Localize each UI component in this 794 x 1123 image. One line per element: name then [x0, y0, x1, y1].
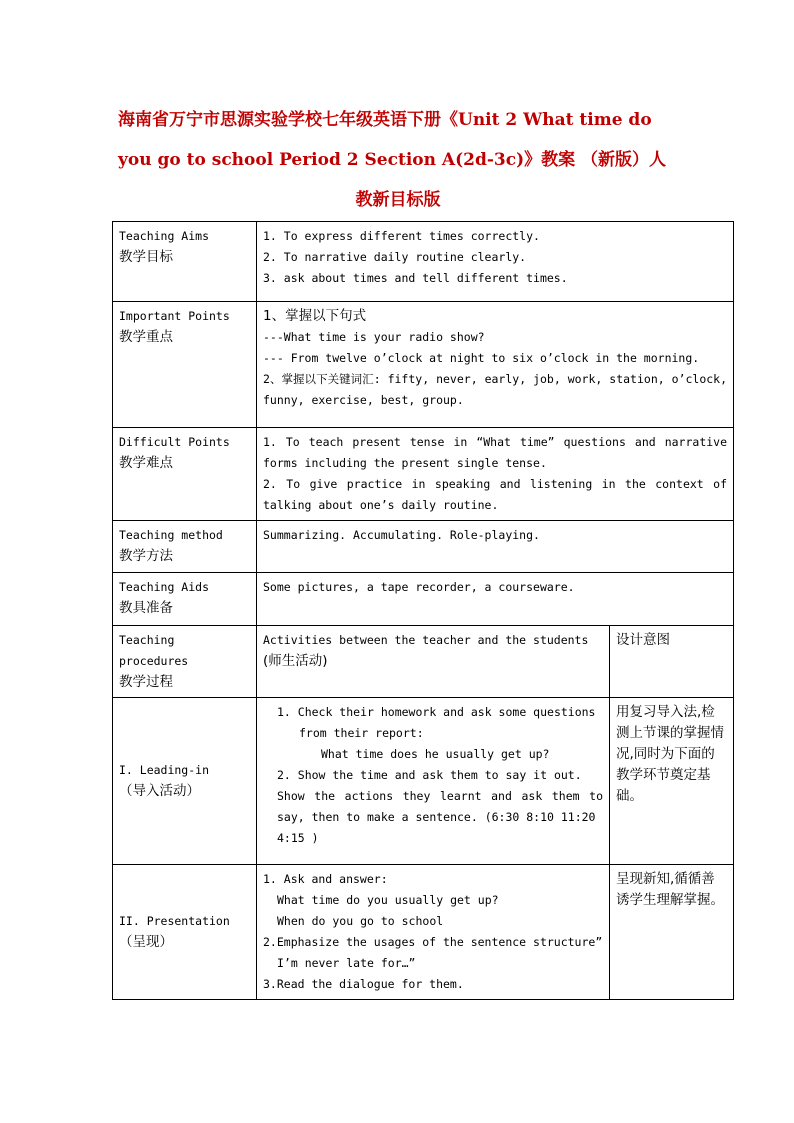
method-text: Summarizing. Accumulating. Role-playing. [263, 528, 540, 542]
label-en: I. Leading-in [119, 763, 210, 777]
label-en: Teaching method [119, 528, 223, 542]
row-teaching-aims [113, 222, 734, 302]
row-teaching-method [113, 521, 734, 573]
leading-item: from their report: [299, 726, 424, 740]
label-cn: 教具准备 [119, 600, 173, 616]
design-cell [610, 698, 734, 865]
label-cn: 教学难点 [119, 455, 173, 471]
row-important-points [113, 302, 734, 428]
presentation-item: What time do you usually get up? [277, 893, 499, 907]
label-cell [113, 302, 257, 428]
document-title [118, 100, 678, 220]
label-cn: （导入活动） [119, 783, 200, 799]
label-cn: （呈现） [119, 934, 173, 950]
row-leading-in [113, 698, 734, 865]
title-line-3: 教新目标版 [355, 190, 441, 210]
lesson-plan-table [112, 221, 734, 1000]
aids-text: Some pictures, a tape recorder, a courseware. [263, 580, 575, 594]
row-presentation [113, 865, 734, 1000]
leading-item: 1. Check their homework and ask some questions [277, 705, 596, 719]
label-cn: 教学过程 [119, 674, 173, 690]
row-teaching-aids [113, 573, 734, 626]
label-cell [113, 626, 257, 698]
leading-design: 用复习导入法,检测上节课的掌握情况,同时为下面的教学环节奠定基础。 [616, 704, 724, 804]
label-en: procedures [119, 654, 189, 668]
label-cell [113, 573, 257, 626]
presentation-design: 呈现新知,循循善诱学生理解掌握。 [616, 871, 724, 908]
label-cell [113, 698, 257, 865]
label-cn: 教学目标 [119, 249, 173, 265]
activities-header-cn: (师生活动) [263, 653, 328, 669]
leading-question: What time does he usually get up? [321, 747, 550, 761]
leading-item: Show the actions they learnt and ask them to say, then to make a sentence. (6:30 8:10 11:20 [277, 789, 603, 824]
label-en: Teaching [119, 633, 175, 647]
activities-header-cell [257, 626, 610, 698]
leading-item: 4:15 ) [277, 831, 319, 845]
design-header: 设计意图 [616, 632, 670, 648]
content-cell [257, 302, 734, 428]
row-difficult-points [113, 428, 734, 521]
label-en: Important Points [119, 309, 230, 323]
presentation-item: I’m never late for…” [277, 956, 416, 970]
label-en: Teaching Aims [119, 229, 210, 243]
label-cell [113, 521, 257, 573]
label-en: II. Presentation [119, 914, 230, 928]
point-item: --- From twelve o’clock at night to six o’clock in the morning. [263, 351, 700, 365]
label-cell [113, 428, 257, 521]
activities-cell [257, 698, 610, 865]
point-item: 1、掌握以下句式 [263, 308, 367, 324]
presentation-item: 1. Ask and answer: [263, 872, 388, 886]
label-cell [113, 222, 257, 302]
content-cell [257, 521, 734, 573]
content-cell [257, 573, 734, 626]
point-item: 2、掌握以下关键词汇: fifty, never, early, job, work, station, o’clock, funny, exercise, best, group. [263, 372, 728, 407]
content-cell [257, 222, 734, 302]
presentation-item: 2.Emphasize the usages of the sentence structure” [263, 935, 603, 949]
label-cell [113, 865, 257, 1000]
row-teaching-procedures [113, 626, 734, 698]
presentation-item: 3.Read the dialogue for them. [263, 977, 464, 991]
design-header-cell [610, 626, 734, 698]
label-cn: 教学重点 [119, 329, 173, 345]
label-en: Teaching Aids [119, 580, 210, 594]
design-cell [610, 865, 734, 1000]
difficult-item: 2. To give practice in speaking and listening in the context of talking about one’s daily routine. [263, 477, 728, 512]
difficult-item: 1. To teach present tense in “What time” questions and narrative forms including the present single tense. [263, 435, 728, 470]
aim-item: 3. ask about times and tell different times. [263, 271, 568, 285]
presentation-item: When do you go to school [277, 914, 444, 928]
activities-header-en: Activities between the teacher and the students [263, 633, 589, 647]
label-cn: 教学方法 [119, 548, 173, 564]
title-line-2: you go to school Period 2 Section A(2d-3c)》教案 （新版）人 [118, 150, 667, 170]
aim-item: 1. To express different times correctly. [263, 229, 540, 243]
leading-item: 2. Show the time and ask them to say it out. [277, 768, 582, 782]
aim-item: 2. To narrative daily routine clearly. [263, 250, 527, 264]
label-en: Difficult Points [119, 435, 230, 449]
title-line-1: 海南省万宁市思源实验学校七年级英语下册《Unit 2 What time do [118, 110, 652, 130]
activities-cell [257, 865, 610, 1000]
point-item: ---What time is your radio show? [263, 330, 485, 344]
content-cell [257, 428, 734, 521]
